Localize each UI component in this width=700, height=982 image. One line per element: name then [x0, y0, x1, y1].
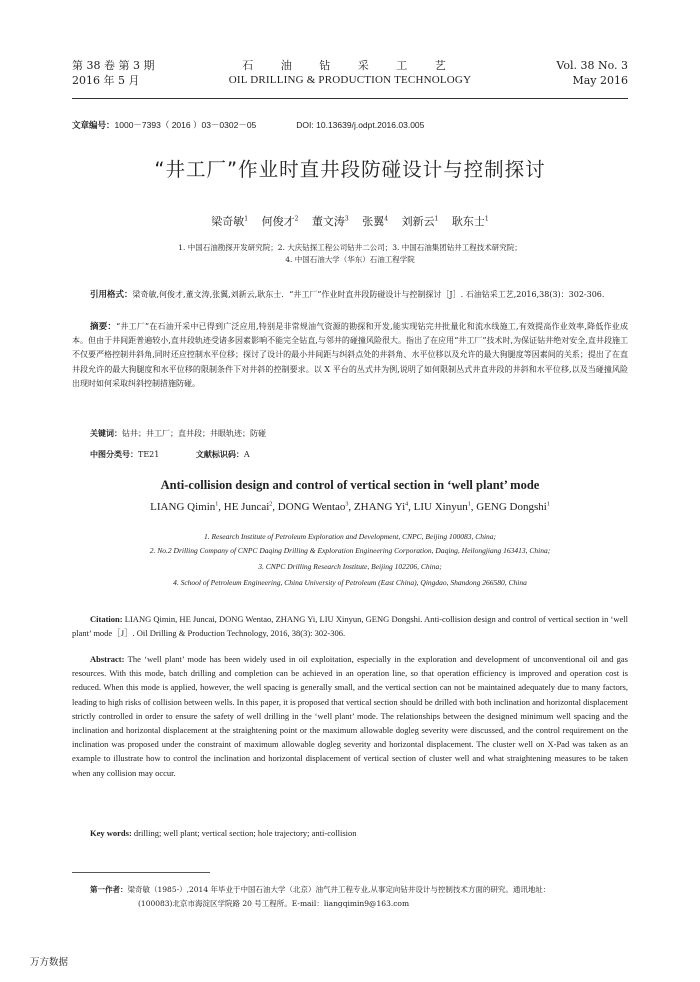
author-zh: 董文涛$^3$	[311, 215, 349, 228]
footnote-text-2: (100083)北京市海淀区学院路 20 号工程所。E-mail：liangqimin9@163.com	[138, 899, 410, 908]
date-en: May 2016	[572, 74, 628, 87]
classification-label: 中图分类号：	[90, 450, 138, 459]
citation-zh-label: 引用格式：	[90, 290, 133, 300]
journal-en: OIL DRILLING & PRODUCTION TECHNOLOGY	[228, 74, 472, 86]
header-center	[200, 58, 500, 88]
author-en: HE Juncai$^2$	[223, 501, 273, 513]
author-zh: 刘新云$^1$	[401, 215, 439, 228]
affiliation-zh-line: 4. 中国石油大学（华东）石油工程学院	[285, 255, 415, 264]
keywords-zh	[90, 428, 266, 439]
authors-zh	[72, 213, 628, 229]
doi: DOI: 10.13639/j.odpt.2016.03.005	[296, 120, 425, 130]
doc-code-label: 文献标识码：	[195, 450, 244, 459]
keywords-en-text: drilling; well plant; vertical section; hole trajectory; anti-collision	[133, 828, 357, 838]
keywords-en-label: Key words:	[90, 828, 132, 838]
affiliation-en-1: 1. Research Institute of Petroleum Exploration and Development, CNPC, Beijing 100083, China;	[203, 532, 497, 541]
footnote-rule	[72, 872, 210, 873]
affiliation-en-4: 4. School of Petroleum Engineering, China University of Petroleum (East China), Qingdao, Shandong 266580, China	[173, 578, 527, 587]
header-right	[478, 58, 628, 88]
author-en: DONG Wentao$^3$	[277, 501, 349, 513]
keywords-zh-text: 钻井；井工厂；直井段；井眼轨迹；防碰	[122, 429, 266, 438]
author-en: GENG Dongshi$^1$	[476, 501, 550, 513]
keywords-zh-label: 关键词：	[90, 429, 122, 438]
citation-zh-text: 梁奇敏,何俊才,董文涛,张翼,刘新云,耿东士．“井工厂”作业时直井段防碰设计与控制探讨［J］. 石油钻采工艺,2016,38(3)：302-306.	[132, 290, 605, 299]
volume-zh: 第 38 卷 第 3 期	[72, 59, 155, 72]
citation-zh	[72, 288, 628, 302]
affiliation-en-3: 3. CNPC Drilling Research Institute, Beijing 102206, China;	[258, 562, 442, 571]
classification-value: TE21	[138, 450, 160, 459]
abstract-zh-text: “井工厂”在石油开采中已得到广泛应用,特别是非常规油气资源的勘探和开发,能实现钻完井批量化和流水线施工,有效提高作业效率,降低作业成本。但由于井间距普遍较小,直井段轨迹受诸多因素影响不能完全钻直,与邻井的碰撞风险很大。指出了在应用“井工厂”技术时,为保证钻井绝对安全,直井段施工不仅要严格控制井斜角,同时还应控制水平位移；探讨了设计的最小井间距与纠斜点处的井斜角、水平位移以及允许的最大狗腿度等因素间的关系；提出了在直井段允许的最大狗腿度和水平位移的限制条件下对井斜的控制要求。以 X 平台的丛式井为例,说明了如何限制丛式井直井段的井斜和水平位移,以及当碰撞风险出现时如何采取纠斜控制措施防碰。	[72, 322, 628, 388]
footnote-label: 第一作者：	[90, 885, 128, 894]
abstract-zh	[72, 320, 628, 391]
footnote-text-1: 梁奇敏（1985-）,2014 年毕业于中国石油大学（北京）油气井工程专业,从事定向钻井设计与控制技术方面的研究。通讯地址：	[127, 885, 551, 894]
author-zh: 何俊才$^2$	[261, 215, 299, 228]
footnote	[90, 883, 628, 911]
doc-code-value: A	[243, 450, 250, 459]
author-zh: 张翼$^4$	[362, 215, 389, 228]
abstract-en-text: The ‘well plant’ mode has been widely used in oil exploitation, especially in the exploration and development of unconventional oil and gas resources. With this mode, batch drilling and completion can be achieved in an operation line, so that operation efficiency is improved and operation cost is reduced. When this mode is applied, however, the well spacing is generally small, and the vertical section can not be maintained adequately due to many factors, leading to high risks of collision between wells. In this paper, it is proposed that vertical section should be drilled with both inclination and horizontal displacement strictly controlled in order to ensure the safety of well drilling in the ‘well plant’ mode. The relationships between the designed minimum well spacing and the inclination and horizontal displacement at the straightening point or the maximum allowable dogleg severity were discussed, and the control requirement on the inclination was proposed under the constraint of maximum allowable dogleg severity and horizontal displacement. The cluster well on X-Pad was taken as an example to illustrate how to control the inclination and horizontal displacement of vertical section of cluster well and what straightening measures to be taken when any collision may occur.	[72, 654, 628, 778]
date-zh: 2016 年 5 月	[72, 74, 140, 87]
abstract-en	[72, 652, 628, 780]
abstract-zh-label: 摘要：	[90, 322, 117, 332]
affiliation-en-2: 2. No.2 Drilling Company of CNPC Daqing Drilling & Exploration Engineering Corporation, Daqing, Heilongjiang 163413, China;	[149, 546, 551, 555]
author-zh: 梁奇敏$^1$	[211, 215, 249, 228]
wanfang-watermark: 万方数据	[30, 957, 69, 968]
title-en: Anti-collision design and control of vertical section in ‘well plant’ mode	[160, 478, 540, 492]
citation-en-label: Citation:	[90, 614, 123, 624]
author-zh: 耿东士$^1$	[451, 215, 489, 228]
article-no: 1000－7393（ 2016 ）03－0302－05	[114, 120, 257, 130]
journal-zh: 石 油 钻 采 工 艺	[242, 59, 458, 72]
affiliations-zh	[90, 242, 610, 266]
volume-en: Vol. 38 No. 3	[556, 59, 628, 72]
author-en: LIU Xinyun$^1$	[413, 501, 471, 513]
article-meta	[72, 119, 424, 131]
citation-en-text: LIANG Qimin, HE Juncai, DONG Wentao, ZHANG Yi, LIU Xinyun, GENG Dongshi. Anti-collision design and control of vertical section in ‘well plant’ mode［J］. Oil Drilling & Production Technology, 2016, 38(3): 302-306.	[72, 614, 629, 639]
classification-zh	[90, 449, 250, 460]
authors-en: LIANG Qimin$^1$, HE Juncai$^2$, DONG Wentao$^3$, ZHANG Yi$^4$, LIU Xinyun$^1$, GENG Dongshi$^1$	[150, 501, 550, 513]
author-en: LIANG Qimin$^1$	[150, 501, 219, 513]
title-zh: “井工厂”作业时直井段防碰设计与控制探讨	[154, 158, 546, 181]
author-en: ZHANG Yi$^4$	[353, 501, 409, 513]
header-rule	[72, 98, 628, 99]
keywords-en	[72, 826, 628, 840]
article-no-label: 文章编号：	[72, 120, 115, 130]
affiliation-zh-line: 1. 中国石油勘探开发研究院；2. 大庆钻探工程公司钻井二公司；3. 中国石油集团钻井工程技术研究院；	[178, 243, 522, 252]
citation-en	[72, 612, 628, 640]
abstract-en-label: Abstract:	[90, 654, 125, 664]
